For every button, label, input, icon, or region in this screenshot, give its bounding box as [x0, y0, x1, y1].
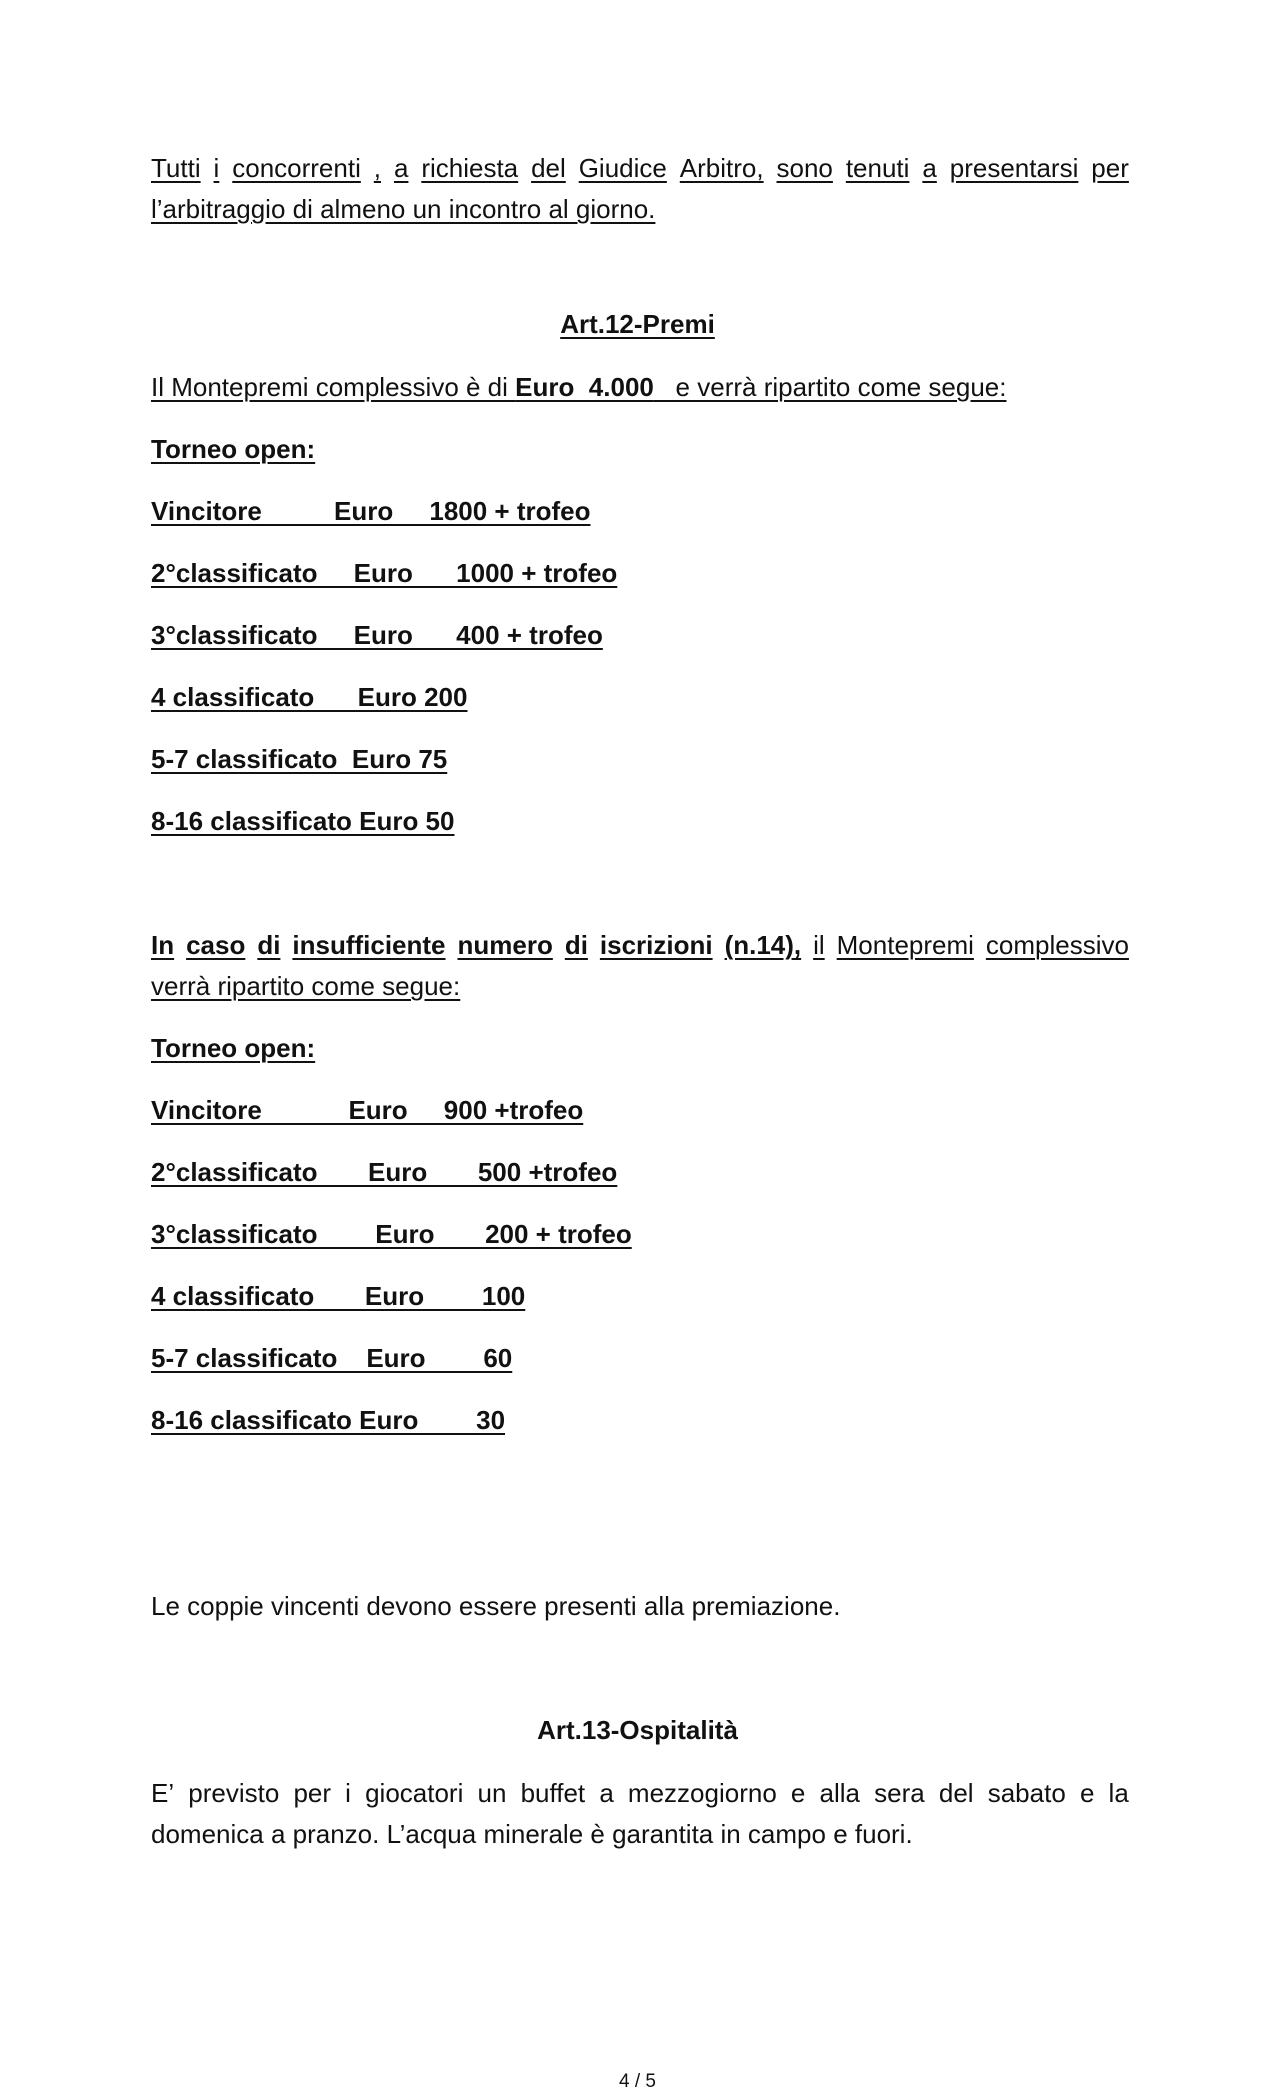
- prize-row: 8-16 classificato Euro 50: [151, 806, 455, 836]
- word: ,: [373, 153, 382, 183]
- word: del: [938, 1778, 974, 1808]
- reduced-prize-row: 8-16 classificato Euro 30: [151, 1405, 506, 1435]
- word: sera: [874, 1778, 925, 1808]
- torneo-open-label: Torneo open:: [151, 434, 316, 464]
- word: previsto: [188, 1778, 280, 1808]
- word: di: [564, 930, 588, 960]
- word: buffet: [520, 1778, 586, 1808]
- word: In: [151, 930, 175, 960]
- montepremi-total-suffix: e verrà ripartito come segue:: [653, 372, 1007, 402]
- word: richiesta: [421, 153, 519, 183]
- word: del: [531, 153, 566, 183]
- word: Giudice: [578, 153, 667, 183]
- word: complessivo: [985, 930, 1129, 960]
- word: la: [1108, 1778, 1129, 1808]
- prize-row: 4 classificato Euro 200: [151, 682, 468, 712]
- word: a: [599, 1778, 614, 1808]
- reduced-prize-row: 4 classificato Euro 100: [151, 1281, 526, 1311]
- word: Tutti: [151, 153, 201, 183]
- word: un: [477, 1778, 507, 1808]
- intro-line-2: l’arbitraggio di almeno un incontro al giorno.: [151, 194, 656, 224]
- montepremi-total-line: [151, 370, 1129, 404]
- reduced-prize-row: 3°classificato Euro 200 + trofeo: [151, 1219, 632, 1249]
- word: sono: [776, 153, 833, 183]
- word: concorrenti: [232, 153, 361, 183]
- intro-line-1: [151, 151, 1129, 185]
- word: sabato: [987, 1778, 1066, 1808]
- word: giocatori: [365, 1778, 464, 1808]
- word: tenuti: [845, 153, 910, 183]
- word: i: [213, 153, 220, 183]
- word: di: [257, 930, 281, 960]
- word: alla: [819, 1778, 861, 1808]
- prize-row: 3°classificato Euro 400 + trofeo: [151, 620, 603, 650]
- word: numero: [457, 930, 553, 960]
- word: iscrizioni: [599, 930, 713, 960]
- reduced-paragraph-line-1: [151, 928, 1129, 962]
- word: e: [790, 1778, 806, 1808]
- word: (n.14),: [724, 930, 802, 960]
- reduced-torneo-open-label: Torneo open:: [151, 1033, 316, 1063]
- word: caso: [186, 930, 246, 960]
- word: a: [922, 153, 937, 183]
- reduced-prize-row: 2°classificato Euro 500 +trofeo: [151, 1157, 618, 1187]
- reduced-paragraph-line-2: verrà ripartito come segue:: [151, 971, 461, 1001]
- montepremi-total-amount: Euro 4.000: [515, 372, 654, 402]
- art13-heading: Art.13-Ospitalità: [537, 1715, 738, 1745]
- prize-row: Vincitore Euro 1800 + trofeo: [151, 496, 591, 526]
- art13-line-2: domenica a pranzo. L’acqua minerale è garantita in campo e fuori.: [151, 1819, 913, 1849]
- word: E’: [151, 1778, 175, 1808]
- montepremi-total-prefix: Il Montepremi complessivo è di: [151, 372, 516, 402]
- word: Arbitro,: [679, 153, 764, 183]
- word: insufficiente: [292, 930, 446, 960]
- art13-line-1: [151, 1776, 1129, 1810]
- word: mezzogiorno: [627, 1778, 777, 1808]
- word: per: [293, 1778, 332, 1808]
- prize-row: 2°classificato Euro 1000 + trofeo: [151, 558, 618, 588]
- word: a: [393, 153, 409, 183]
- word: per: [1091, 153, 1129, 183]
- word: Montepremi: [836, 930, 974, 960]
- page-number: 4 / 5: [619, 2071, 656, 2092]
- word: il: [813, 930, 825, 960]
- word: presentarsi: [949, 153, 1079, 183]
- prize-row: 5-7 classificato Euro 75: [151, 744, 448, 774]
- reduced-prize-row: 5-7 classificato Euro 60: [151, 1343, 513, 1373]
- ceremony-note: Le coppie vincenti devono essere presenti alla premiazione.: [151, 1591, 841, 1621]
- word: e: [1079, 1778, 1095, 1808]
- word: i: [345, 1778, 351, 1808]
- art12-heading: Art.12-Premi: [560, 309, 715, 339]
- reduced-prize-row: Vincitore Euro 900 +trofeo: [151, 1095, 584, 1125]
